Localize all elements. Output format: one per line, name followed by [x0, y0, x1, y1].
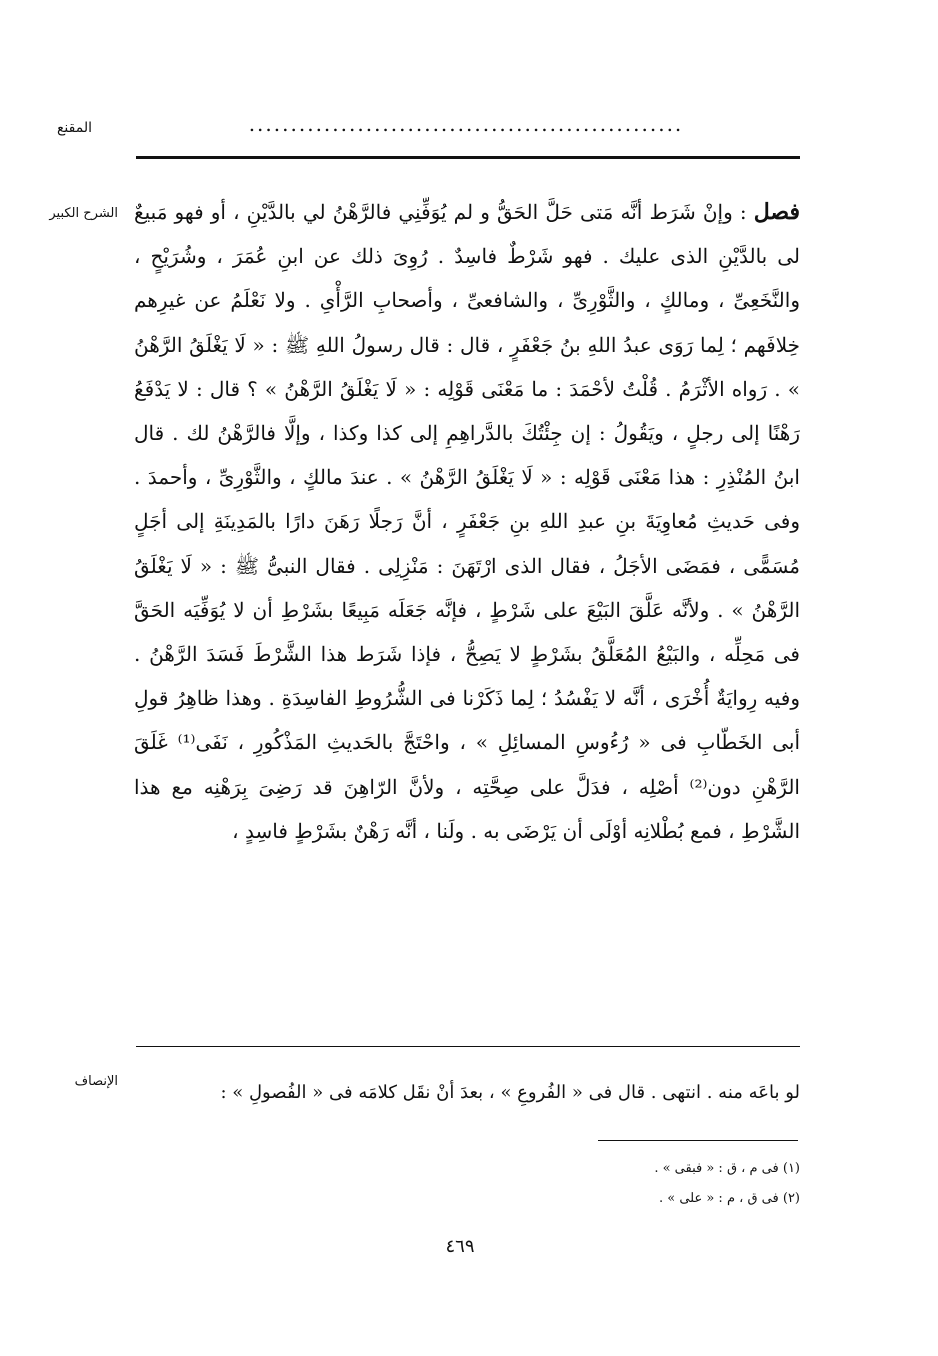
main-text-block — [134, 190, 800, 853]
footnote-1: (١) فى م ، ق : « فبقى » . — [654, 1161, 800, 1176]
footnotes — [500, 1154, 800, 1214]
side-label-sharh: الشرح الكبير — [49, 206, 118, 221]
insaf-text: لو باعَه منه . انتهى . قال فى « الفُروعِ » ، بعدَ أنْ نقَل كلامَه فى « الفُصولِ » : — [220, 1082, 800, 1103]
side-label-insaf: الإنصاف — [74, 1074, 118, 1089]
footnote-rule — [598, 1140, 798, 1141]
page-number: ٤٦٩ — [445, 1236, 475, 1257]
header-rule — [136, 156, 800, 159]
book-title: المقنع — [56, 120, 92, 136]
footnote-2: (٢) فى ق ، م : « على » . — [658, 1191, 800, 1206]
paragraph-body: : وإنْ شَرَط أنَّه مَتى حَلَّ الحَقُّ و لم يُوَفِّنِي فالرَّهْنُ لي بالدَّيْنِ ، أو فهو مَبيعٌ لى بالدَّيْنِ الذى عليك . فهو شَرْطٌ فاسِدٌ . رُوِىَ ذلك عن ابنِ عُمَرَ ، وشُرَيْحٍ ، والنَّخَعِىِّ ، ومالكٍ ، والثَّوْرِىِّ ، والشافعىِّ ، وأصحابِ الرَّأْىِ . ولا نَعْلَمُ عن غيرِهم خِلافَهم ؛ لِما رَوَى عبدُ اللهِ بنُ جَعْفَرٍ ، قال : قال رسولُ اللهِ ﷺ : « لَا يَغْلَقُ الرَّهْنُ » . رَواه الأثْرَمُ . قُلْتُ لأحْمَدَ : ما مَعْنَى قَوْلِه : « لَا يَغْلَقُ الرَّهْنُ » ؟ قال : لا يَدْفَعُ رَهْنًا إلى رجلٍ ، ويَقُولُ : إن جِئْتُكَ بالدَّراهِمِ إلى كذا وكذا ، وإلَّا فالرَّهْنُ لك . قال ابنُ المُنْذِرِ : هذا مَعْنَى قَوْلِه : « لَا يَغْلَقُ الرَّهْنُ » . عندَ مالكٍ ، والثَّوْرِىِّ ، وأحمدَ . وفى حَديثِ مُعاوِيَةَ بنِ عبدِ اللهِ بنِ جَعْفَرٍ ، أنَّ رَجلًا رَهَنَ دارًا بالمَدِينَةِ إلى أجَلٍ مُسَمًّى ، فمَضَى الأجَلُ ، فقال الذى ارْتَهَنَ : مَنْزِلِى . فقال النبىُّ ﷺ : « لَا يَغْلَقُ الرَّهْنُ » . ولأنَّه عَلَّقَ البَيْعَ على شَرْطٍ ، فإنَّه جَعَلَه مَبِيعًا بشَرْطِ أن لا يُوَفِّيَه الحَقَّ فى مَحِلِّه ، والبَيْعُ المُعَلَّقُ بشَرْطٍ لا يَصِحُّ ، فإذا شَرَط هذا الشَّرْطَ فَسَدَ الرَّهْنُ . وفيه رِوايَةٌ أُخْرَى ، أنَّه لا يَفْسُدُ ؛ لِما ذَكَرْنا فى الشُّرُوطِ الفاسِدَةِ . وهذا ظاهِرُ قولِ أبى الخَطّابِ فى « رُءُوسِ المسائِلِ » ، واحْتَجَّ بالحَديثِ المَذْكُورِ ، نَفَى⁽¹⁾ غَلَقَ الرَّهْنِ دون⁽²⁾ أصْلِه ، فدَلَّ على صِحَّتِه ، ولأنَّ الرّاهِنَ قد رَضِىَ بِرَهْنِه مع هذا الشَّرْطِ ، فمع بُطْلانِه أوْلَى أن يَرْضَى به . ولَنا ، أنَّه رَهْنٌ بشَرْطٍ فاسِدٍ ، — [134, 200, 801, 843]
section-divider — [136, 1046, 800, 1047]
section-heading: فصل — [753, 199, 800, 225]
header-dots-leader: .................................................... — [248, 112, 684, 136]
main-paragraph — [134, 190, 800, 853]
